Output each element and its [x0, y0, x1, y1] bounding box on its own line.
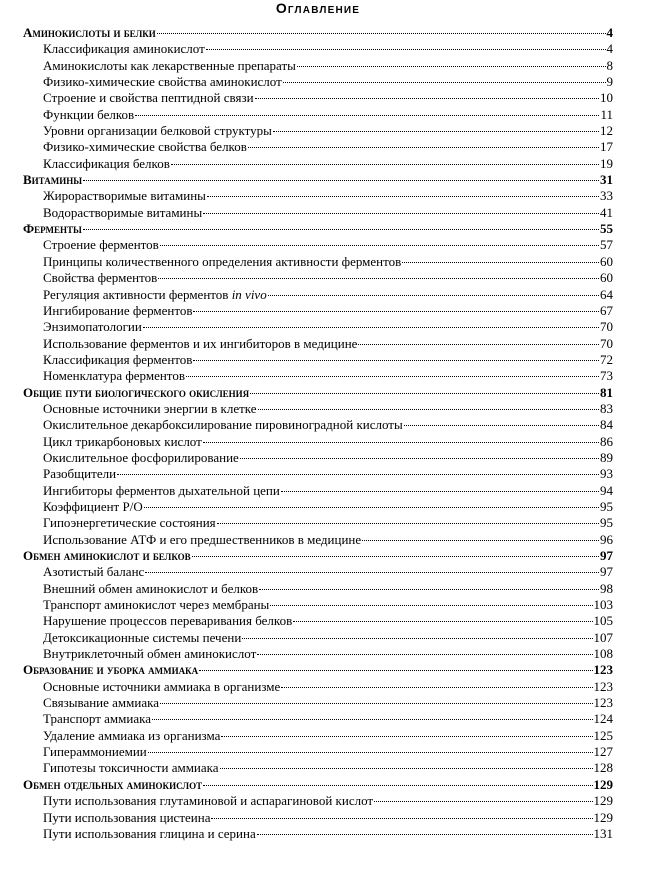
toc-section-entry[interactable]: [23, 254, 613, 270]
toc-section-entry[interactable]: [23, 597, 613, 613]
toc-page-number: 95: [600, 515, 613, 531]
dot-leader: [240, 458, 599, 459]
toc-entry-title: [43, 205, 202, 221]
toc-page-number: 124: [593, 711, 613, 727]
toc-page-number: 94: [600, 482, 613, 498]
toc-entry-title: [43, 58, 296, 74]
dot-leader: [117, 474, 599, 475]
toc-page-number: 73: [600, 368, 613, 384]
toc-page-number: 84: [600, 417, 613, 433]
dot-leader: [145, 572, 599, 573]
toc-page-number: 103: [593, 597, 613, 613]
toc-entry-title: [23, 548, 191, 564]
toc-section-entry[interactable]: [23, 58, 613, 74]
dot-leader: [293, 621, 592, 622]
toc-entry-title: [43, 270, 157, 286]
dot-leader: [220, 768, 593, 769]
toc-section-entry[interactable]: [23, 303, 613, 319]
dot-leader: [186, 376, 599, 377]
toc-entry-title: [43, 826, 256, 842]
toc-entry-text: Внутриклеточный обмен аминокислот: [43, 646, 257, 662]
toc-entry-title: [23, 777, 202, 793]
dot-leader: [203, 213, 599, 214]
toc-entry-text: Номенклатура ферментов: [43, 368, 185, 384]
toc-page-number: 97: [600, 548, 613, 563]
toc-entry-text: Строение ферментов: [43, 237, 159, 253]
toc-entry-title: [43, 499, 143, 515]
toc-page-number: 129: [593, 793, 613, 809]
toc-page-number: 83: [600, 400, 613, 416]
dot-leader: [193, 360, 599, 361]
toc-page-number: 70: [600, 335, 613, 351]
toc-section-entry[interactable]: [23, 810, 613, 826]
toc-entry-text: Классификация белков: [43, 155, 170, 171]
toc-entry-text: Функции белков: [43, 106, 135, 122]
toc-entry-title: [43, 90, 254, 106]
toc-entry-title: [43, 711, 151, 727]
toc-entry-text: Пути использования цистеина: [43, 809, 211, 825]
toc-entry-title: [43, 107, 134, 123]
toc-section-entry[interactable]: [23, 646, 613, 662]
toc-entry-text: Обмен аминокислот и белков: [23, 548, 191, 563]
toc-page-number: 125: [593, 727, 613, 743]
toc-page-number: 123: [593, 678, 613, 694]
toc-entry-text: Строение и свойства пептидной связи: [43, 90, 254, 106]
dot-leader: [242, 638, 592, 639]
toc-entry-title: [43, 336, 357, 352]
toc-entry-title: [43, 434, 202, 450]
toc-page-number: 57: [600, 237, 613, 253]
toc-section-entry[interactable]: [23, 107, 613, 123]
toc-section-entry[interactable]: [23, 205, 613, 221]
toc-entry-text: Удаление аммиака из организма: [43, 727, 221, 743]
toc-entry-title: [43, 532, 361, 548]
toc-entry-title: [23, 172, 82, 188]
toc-entry-text: Водорастворимые витамины: [43, 204, 203, 220]
toc-entry-title: [43, 515, 216, 531]
toc-entry-title: [43, 139, 247, 155]
toc-entry-title: [23, 662, 198, 678]
toc-page-number: 10: [600, 90, 613, 106]
dot-leader: [211, 818, 592, 819]
toc-page-number: 97: [600, 564, 613, 580]
toc-page-number: 4: [606, 41, 613, 57]
dot-leader: [158, 278, 599, 279]
toc-entry-title: [43, 630, 241, 646]
toc-entry-title: [43, 352, 192, 368]
toc-section-entry[interactable]: [23, 515, 613, 531]
dot-leader: [402, 262, 599, 263]
toc-section-entry[interactable]: [23, 760, 613, 776]
toc-page-number: 128: [593, 760, 613, 776]
toc-entry-text: Регуляция активности ферментов: [43, 286, 232, 302]
toc-section-entry[interactable]: [23, 90, 613, 106]
dot-leader: [152, 719, 593, 720]
dot-leader: [273, 131, 599, 132]
toc-entry-text: Витамины: [23, 172, 83, 188]
toc-chapter-entry[interactable]: [23, 777, 613, 793]
toc-entry-text: Ингибиторы ферментов дыхательной цепи: [43, 482, 280, 498]
toc-entry-title: [43, 319, 142, 335]
toc-entry-title: [43, 287, 267, 303]
toc-section-entry[interactable]: [23, 450, 613, 466]
toc-entry-title: [43, 810, 210, 826]
toc-entry-title: [43, 41, 205, 57]
toc-section-entry[interactable]: [23, 564, 613, 580]
toc-page-number: 98: [600, 580, 613, 596]
toc-entry-title: [43, 564, 144, 580]
toc-section-entry[interactable]: [23, 368, 613, 384]
toc-entry-text: Аминокислоты как лекарственные препараты: [43, 57, 296, 73]
dot-leader: [217, 523, 599, 524]
dot-leader: [171, 164, 599, 165]
toc-entry-text: Жирорастворимые витамины: [43, 188, 206, 204]
toc-entry-text: Внешний обмен аминокислот и белков: [43, 580, 259, 596]
toc-page-number: 60: [600, 253, 613, 269]
toc-section-entry[interactable]: [23, 793, 613, 809]
toc-section-entry[interactable]: [23, 826, 613, 842]
toc-entry-text: Уровни организации белковой структуры: [43, 123, 272, 139]
toc-entry-text: Классификация аминокислот: [43, 41, 205, 57]
toc-entry-title: [43, 646, 256, 662]
toc-entry-text: Коэффициент Р/О: [43, 498, 143, 514]
toc-entry-text: Общие пути биологического окисления: [23, 384, 250, 400]
dot-leader: [203, 442, 599, 443]
toc-entry-text: Энзимопатологии: [43, 319, 142, 335]
toc-page-number: 70: [600, 319, 613, 335]
dot-leader: [358, 344, 599, 345]
dot-leader: [404, 425, 599, 426]
toc-page-number: 108: [593, 646, 613, 662]
toc-entry-text: Цикл трикарбоновых кислот: [43, 433, 202, 449]
toc-entry-title: [43, 188, 206, 204]
toc-entry-title: [43, 303, 192, 319]
dot-leader: [257, 834, 593, 835]
toc-entry-text: Принципы количественного определения активности ферментов: [43, 253, 402, 269]
toc-entry-text: Ингибирование ферментов: [43, 302, 193, 318]
toc-section-entry[interactable]: [23, 499, 613, 515]
dot-leader: [148, 752, 593, 753]
toc-section-entry[interactable]: [23, 123, 613, 139]
toc-entry-text: Транспорт аминокислот через мембраны: [43, 597, 270, 613]
toc-entry-text: Классификация ферментов: [43, 351, 193, 367]
toc-section-entry[interactable]: [23, 630, 613, 646]
toc-page-number: 127: [593, 744, 613, 760]
dot-leader: [203, 785, 592, 786]
toc-page-number: 81: [600, 384, 613, 400]
toc-section-entry[interactable]: [23, 237, 613, 253]
dot-leader: [297, 66, 606, 67]
toc-entry-title: [43, 679, 280, 695]
toc-entry-text: Нарушение процессов переваривания белков: [43, 613, 293, 629]
toc-entry-title: [43, 613, 292, 629]
toc-page-number: 64: [600, 286, 613, 302]
dot-leader: [207, 196, 599, 197]
toc-section-entry[interactable]: [23, 613, 613, 629]
dot-leader: [283, 82, 606, 83]
toc-page-number: 93: [600, 466, 613, 482]
toc-page-number: 60: [600, 270, 613, 286]
toc-entry-text: Образование и уборка аммиака: [23, 662, 199, 678]
toc-page-number: 86: [600, 433, 613, 449]
toc-entry-title: [43, 368, 185, 384]
toc-section-entry[interactable]: [23, 41, 613, 57]
dot-leader: [199, 670, 592, 671]
toc-entry-text: Использование АТФ и его предшественников в медицине: [43, 531, 362, 547]
toc-page-number: 9: [606, 74, 613, 90]
toc-entry-text: Пути использования глутаминовой и аспарагиновой кислот: [43, 793, 374, 809]
toc-page-number: 31: [600, 172, 613, 188]
dot-leader: [143, 327, 599, 328]
toc-page-number: 96: [600, 531, 613, 547]
dot-leader: [250, 393, 599, 394]
dot-leader: [374, 801, 592, 802]
toc-chapter-entry[interactable]: [23, 548, 613, 564]
toc-entry-text: Обмен отдельных аминокислот: [23, 776, 203, 792]
toc-entry-text: Разобщители: [43, 466, 117, 482]
toc-entry-title: [43, 597, 269, 613]
toc-list: [23, 25, 613, 842]
toc-entry-italic-text: in vivo: [231, 286, 267, 302]
toc-section-entry[interactable]: [23, 74, 613, 90]
dot-leader: [362, 540, 599, 541]
toc-chapter-entry[interactable]: [23, 385, 613, 401]
toc-section-entry[interactable]: [23, 679, 613, 695]
toc-entry-title: [43, 744, 147, 760]
toc-entry-text: Гипоэнергетические состояния: [43, 515, 216, 531]
toc-entry-title: [23, 25, 156, 41]
toc-section-entry[interactable]: [23, 270, 613, 286]
toc-entry-title: [43, 74, 282, 90]
toc-page-number: 12: [600, 123, 613, 139]
dot-leader: [160, 703, 593, 704]
toc-entry-text: Транспорт аммиака: [43, 711, 151, 727]
toc-section-entry[interactable]: [23, 744, 613, 760]
toc-section-entry[interactable]: [23, 139, 613, 155]
toc-section-entry[interactable]: [23, 434, 613, 450]
dot-leader: [255, 98, 599, 99]
toc-page-number: 72: [600, 351, 613, 367]
toc-entry-title: [43, 237, 159, 253]
toc-page-number: 67: [600, 302, 613, 318]
dot-leader: [281, 491, 599, 492]
dot-leader: [259, 589, 599, 590]
toc-section-entry[interactable]: [23, 417, 613, 433]
toc-entry-title: [43, 581, 258, 597]
toc-entry-text: Основные источники аммиака в организме: [43, 678, 281, 694]
toc-entry-title: [43, 401, 257, 417]
toc-section-entry[interactable]: [23, 728, 613, 744]
toc-page-number: 11: [600, 106, 613, 122]
toc-entry-title: [43, 417, 403, 433]
toc-entry-text: Окислительное декарбоксилирование пировиноградной кислоты: [43, 417, 403, 433]
toc-page-number: 105: [593, 613, 613, 629]
toc-entry-title: [43, 695, 159, 711]
toc-entry-text: Физико-химические свойства аминокислот: [43, 74, 282, 90]
toc-section-entry[interactable]: [23, 466, 613, 482]
toc-entry-text: Ферменты: [23, 221, 82, 237]
toc-section-entry[interactable]: [23, 532, 613, 548]
toc-entry-title: [43, 760, 219, 776]
toc-chapter-entry[interactable]: [23, 662, 613, 678]
toc-page-number: 107: [593, 629, 613, 645]
dot-leader: [157, 33, 606, 34]
toc-entry-text: Окислительное фосфорилирование: [43, 449, 239, 465]
toc-entry-text: Основные источники энергии в клетке: [43, 400, 257, 416]
toc-section-entry[interactable]: [23, 336, 613, 352]
dot-leader: [160, 245, 599, 246]
toc-section-entry[interactable]: [23, 188, 613, 204]
toc-page-number: 8: [606, 57, 613, 73]
toc-entry-text: Физико-химические свойства белков: [43, 139, 247, 155]
toc-entry-text: Аминокислоты и белки: [23, 25, 156, 40]
dot-leader: [135, 115, 599, 116]
toc-page-number: 95: [600, 498, 613, 514]
toc-entry-text: Детоксикационные системы печени: [43, 629, 242, 645]
toc-entry-text: Гипотезы токсичности аммиака: [43, 760, 219, 776]
toc-page-number: 4: [606, 25, 613, 40]
dot-leader: [83, 180, 599, 181]
toc-page-number: 17: [600, 139, 613, 155]
toc-entry-text: Пути использования глицина и серина: [43, 825, 256, 841]
toc-section-entry[interactable]: [23, 711, 613, 727]
toc-section-entry[interactable]: [23, 483, 613, 499]
toc-entry-title: [43, 450, 239, 466]
dot-leader: [144, 507, 599, 508]
table-of-contents: [23, 0, 613, 842]
toc-entry-title: [43, 123, 272, 139]
toc-section-entry[interactable]: [23, 695, 613, 711]
toc-entry-text: Гипераммониемии: [43, 744, 147, 760]
toc-chapter-entry[interactable]: [23, 25, 613, 41]
dot-leader: [248, 147, 599, 148]
toc-page-number: 123: [593, 662, 613, 678]
dot-leader: [258, 409, 599, 410]
toc-page-number: 129: [593, 809, 613, 825]
dot-leader: [270, 605, 592, 606]
toc-page-number: 55: [600, 221, 613, 237]
toc-page-number: 41: [600, 204, 613, 220]
toc-entry-title: [43, 466, 116, 482]
toc-section-entry[interactable]: [23, 581, 613, 597]
dot-leader: [221, 736, 592, 737]
toc-section-entry[interactable]: [23, 401, 613, 417]
toc-section-entry[interactable]: [23, 319, 613, 335]
toc-entry-title: [43, 793, 373, 809]
dot-leader: [83, 229, 599, 230]
toc-page-number: 129: [593, 776, 613, 792]
toc-chapter-entry[interactable]: [23, 221, 613, 237]
toc-entry-title: [43, 483, 280, 499]
dot-leader: [268, 295, 599, 296]
dot-leader: [193, 311, 599, 312]
toc-page-number: 89: [600, 449, 613, 465]
toc-entry-text: Связывание аммиака: [43, 695, 159, 711]
toc-entry-text: Свойства ферментов: [43, 270, 158, 286]
toc-section-entry[interactable]: [23, 156, 613, 172]
toc-page-number: 123: [593, 695, 613, 711]
toc-page-number: 19: [600, 155, 613, 171]
dot-leader: [192, 556, 599, 557]
toc-entry-title: [23, 385, 249, 401]
toc-page-number: 131: [593, 825, 613, 841]
dot-leader: [281, 687, 592, 688]
toc-section-entry[interactable]: [23, 287, 613, 303]
toc-page-number: 33: [600, 188, 613, 204]
toc-chapter-entry[interactable]: [23, 172, 613, 188]
toc-entry-text: Использование ферментов и их ингибиторов в медицине: [43, 335, 358, 351]
toc-entry-title: [43, 728, 220, 744]
toc-entry-text: Азотистый баланс: [43, 564, 145, 580]
dot-leader: [206, 49, 606, 50]
toc-section-entry[interactable]: [23, 352, 613, 368]
toc-entry-title: [23, 221, 82, 237]
toc-entry-title: [43, 156, 170, 172]
dot-leader: [257, 654, 592, 655]
page-title: Оглавление: [275, 0, 361, 16]
toc-entry-title: [43, 254, 401, 270]
